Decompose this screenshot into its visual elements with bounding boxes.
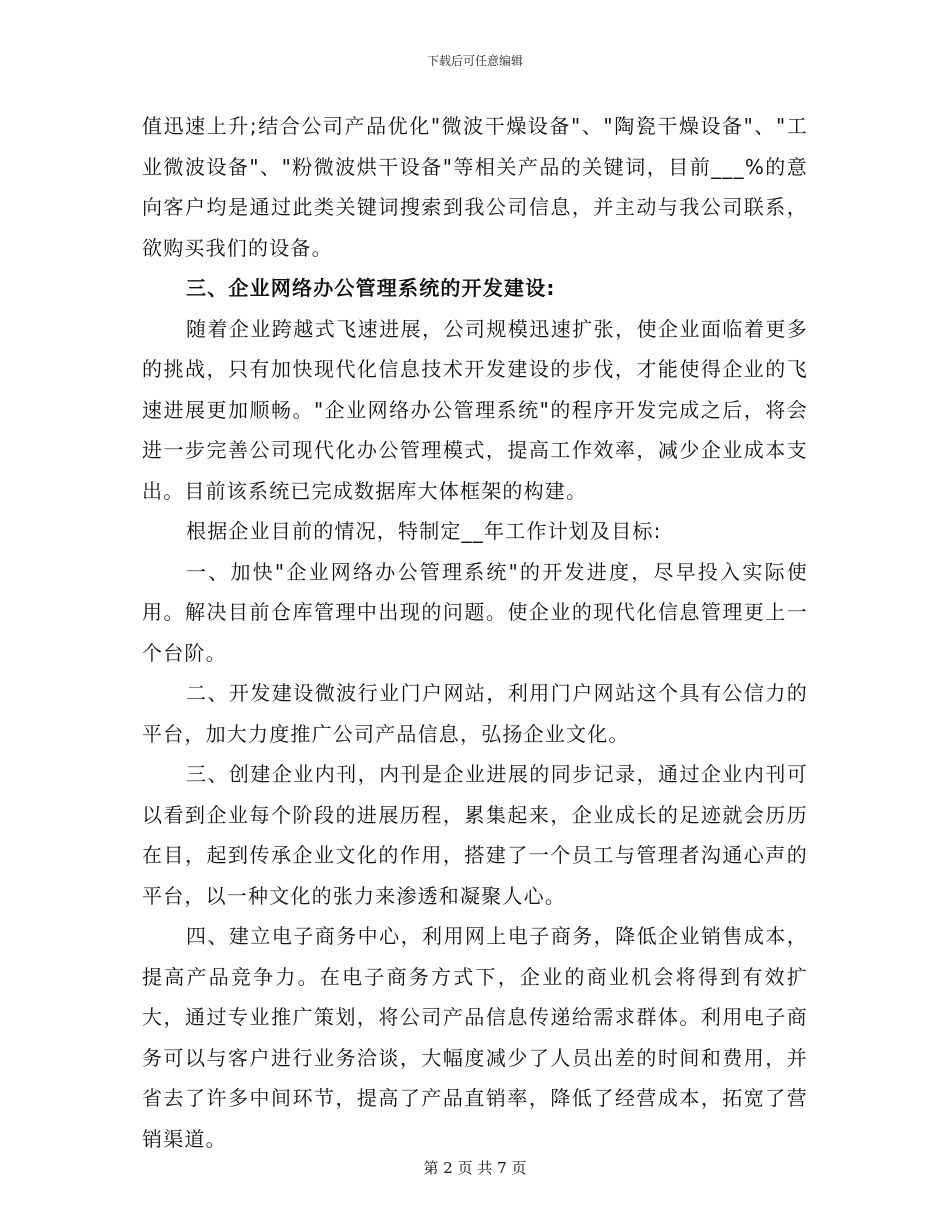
paragraph-system-development: 随着企业跨越式飞速进展，公司规模迅速扩张，使企业面临着更多的挑战，只有加快现代化信息技术开发建设的步伐，才能使得企业的飞速进展更加顺畅。"企业网络办公管理系统"的程序开发完成之后，将会进一步完善公司现代化办公管理模式，提高工作效率，减少企业成本支出。目前该系统已完成数据库大体框架的构建。	[142, 316, 808, 503]
paragraph-continuation: 值迅速上升;结合公司产品优化"微波干燥设备"、"陶瓷干燥设备"、"工业微波设备"、"粉微波烘干设备"等相关产品的关键词，目前___%的意向客户均是通过此类关键词搜索到我公司信息，并主动与我公司联系，欲购买我们的设备。	[142, 114, 808, 260]
paragraph-goal-2: 二、开发建设微波行业门户网站，利用门户网站这个具有公信力的平台，加大力度推广公司产品信息，弘扬企业文化。	[142, 681, 808, 746]
page-footer: 第 2 页 共 7 页	[423, 1159, 527, 1177]
paragraph-goal-4: 四、建立电子商务中心，利用网上电子商务，降低企业销售成本，提高产品竞争力。在电子商务方式下，企业的商业机会将得到有效扩大，通过专业推广策划，将公司产品信息传递给需求群体。利用电子商务可以与客户进行业务洽谈，大幅度减少了人员出差的时间和费用，并省去了许多中间环节，提高了产品直销率，降低了经营成本，拓宽了营销渠道。	[142, 924, 808, 1151]
paragraph-goal-3: 三、创建企业内刊，内刊是企业进展的同步记录，通过企业内刊可以看到企业每个阶段的进展历程，累集起来，企业成长的足迹就会历历在目，起到传承企业文化的作用，搭建了一个员工与管理者沟通心声的平台，以一种文化的张力来渗透和凝聚人心。	[142, 762, 808, 908]
page-header: 下载后可任意编辑	[426, 54, 523, 68]
paragraph-plan-intro: 根据企业目前的情况，特制定__年工作计划及目标:	[186, 519, 662, 543]
section-heading-3: 三、企业网络办公管理系统的开发建设:	[186, 276, 556, 300]
document-body	[142, 106, 808, 1159]
paragraph-goal-1: 一、加快"企业网络办公管理系统"的开发进度，尽早投入实际使用。解决目前仓库管理中出现的问题。使企业的现代化信息管理更上一个台阶。	[142, 559, 808, 665]
